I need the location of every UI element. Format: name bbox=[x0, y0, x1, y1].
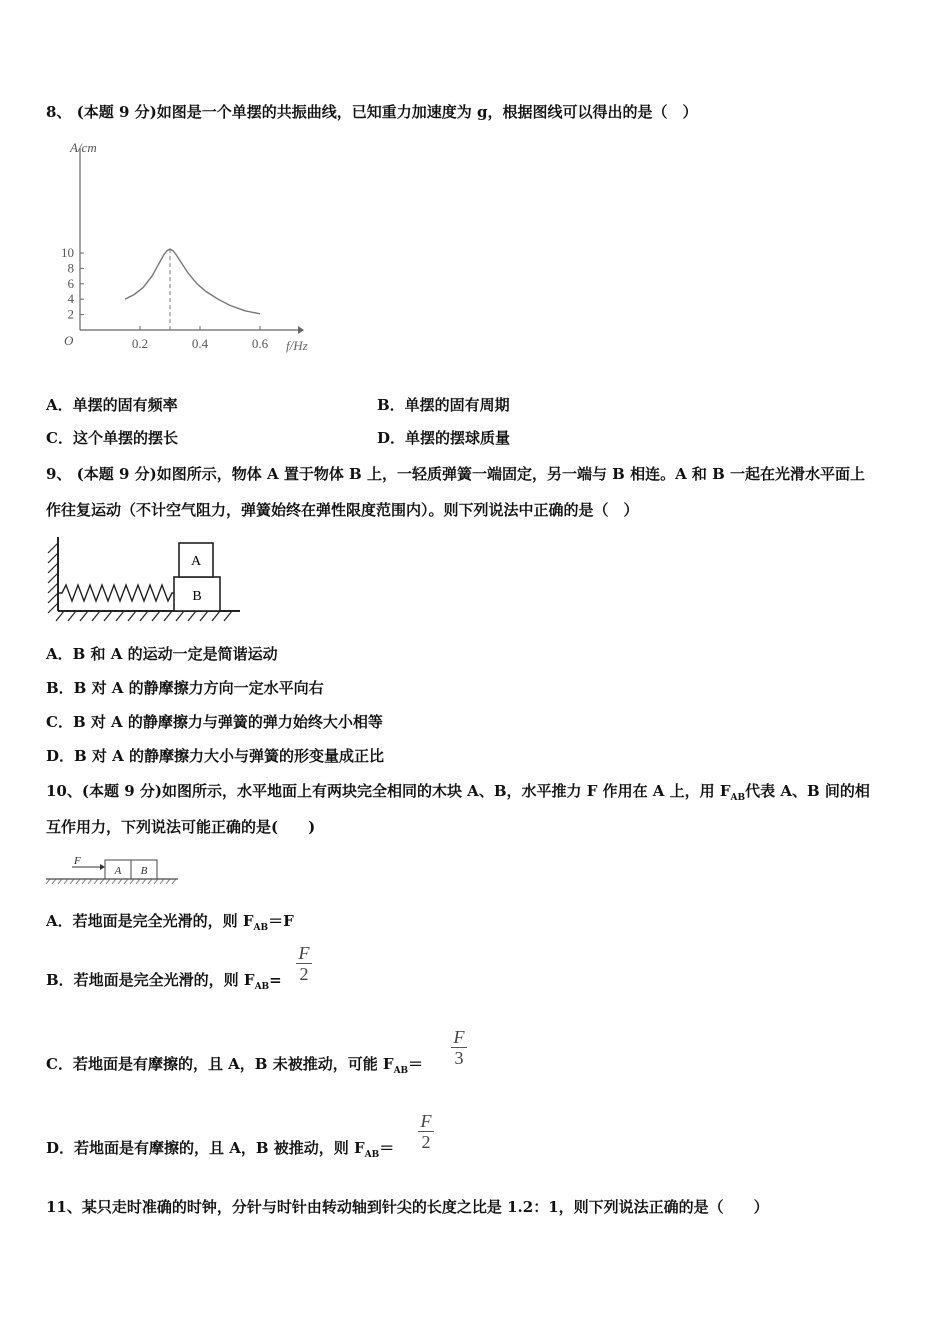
q10-option-d[interactable]: D．若地面是有摩擦的，且 A，B 被推动，则 $F_{AB}=$ bbox=[46, 1139, 395, 1160]
q9-stem-line1: 9、 (本题 9 分)如图所示，物体 A 置于物体 B 上，一轻质弹簧一端固定，另一端与 B 相连。A 和 B 一起在光滑水平面上 bbox=[46, 465, 866, 483]
q9-option-d[interactable]: D．B 对 A 的静摩擦力大小与弹簧的形变量成正比 bbox=[46, 747, 384, 765]
x-axis-arrow bbox=[298, 326, 304, 334]
origin-label: O bbox=[64, 333, 74, 348]
y-tick-label: 4 bbox=[67, 291, 74, 307]
q10-option-b[interactable]: B．若地面是完全光滑的，则 $F_{AB}=$ bbox=[46, 971, 282, 992]
q8-option-b[interactable]: B．单摆的固有周期 bbox=[377, 396, 510, 414]
x-tick-label: 0.2 bbox=[131, 336, 149, 351]
q8-stem: 8、 (本题 9 分)如图是一个单摆的共振曲线，已知重力加速度为 g，根据图线可以得出的是（ ） bbox=[46, 103, 698, 121]
resonance-curve-chart bbox=[60, 138, 330, 358]
q10-stem-line1: 10、(本题 9 分)如图所示，水平地面上有两块完全相同的木块 A、B，水平推力 F 作用在 A 上，用 $F_{AB}$代表 A、B 间的相 bbox=[46, 782, 870, 803]
x-tick-label: 0.4 bbox=[191, 336, 209, 351]
q9-option-b[interactable]: B．B 对 A 的静摩擦力方向一定水平向右 bbox=[46, 679, 324, 697]
q10-option-b-fraction: F 2 bbox=[296, 943, 312, 984]
y-axis-label: A/cm bbox=[70, 140, 97, 155]
x-axis-label: f/Hz bbox=[286, 338, 308, 353]
block-b-label: B bbox=[140, 865, 148, 877]
q8-option-a[interactable]: A．单摆的固有频率 bbox=[46, 396, 178, 414]
spring-block-figure bbox=[40, 533, 250, 625]
q9-stem-line2: 作往复运动（不计空气阻力，弹簧始终在弹性限度范围内）。则下列说法中正确的是（ ） bbox=[46, 501, 639, 519]
q11-stem: 11、某只走时准确的时钟，分针与时针由转动轴到针尖的长度之比是 1.2：1，则下列说法正确的是（ ） bbox=[46, 1198, 769, 1216]
y-tick-label: 6 bbox=[67, 275, 74, 291]
q9-option-c[interactable]: C．B 对 A 的静摩擦力与弹簧的弹力始终大小相等 bbox=[46, 713, 383, 731]
ground-hatching bbox=[56, 611, 232, 621]
ground-hatching bbox=[46, 879, 176, 884]
block-b-label: B bbox=[192, 589, 202, 604]
force-arrowhead bbox=[100, 864, 105, 870]
q9-option-a[interactable]: A．B 和 A 的运动一定是简谐运动 bbox=[46, 645, 278, 663]
q10-option-c-fraction: F 3 bbox=[451, 1027, 467, 1068]
q8-option-c[interactable]: C．这个单摆的摆长 bbox=[46, 429, 178, 447]
y-tick-label: 8 bbox=[67, 260, 74, 276]
force-label: F bbox=[74, 855, 81, 867]
resonance-curve-series bbox=[125, 249, 260, 314]
wall-hatching bbox=[48, 543, 58, 613]
push-blocks-figure bbox=[44, 852, 184, 888]
q10-option-d-fraction: F 2 bbox=[418, 1111, 434, 1152]
q10-stem-line2: 互作用力，下列说法可能正确的是( ) bbox=[46, 818, 316, 836]
y-tick-label: 10 bbox=[61, 245, 74, 260]
block-a-label: A bbox=[114, 865, 122, 877]
q10-option-a[interactable]: A．若地面是完全光滑的，则 $F_{AB}=F$ bbox=[46, 912, 294, 933]
x-tick-label: 0.6 bbox=[251, 336, 269, 351]
y-tick-label: 2 bbox=[67, 306, 74, 322]
spring bbox=[58, 585, 174, 601]
q10-option-c[interactable]: C．若地面是有摩擦的，且 A，B 未被推动，可能 $F_{AB}=$ bbox=[46, 1055, 424, 1076]
block-a-label: A bbox=[190, 554, 202, 569]
q8-option-d[interactable]: D．单摆的摆球质量 bbox=[377, 429, 511, 447]
